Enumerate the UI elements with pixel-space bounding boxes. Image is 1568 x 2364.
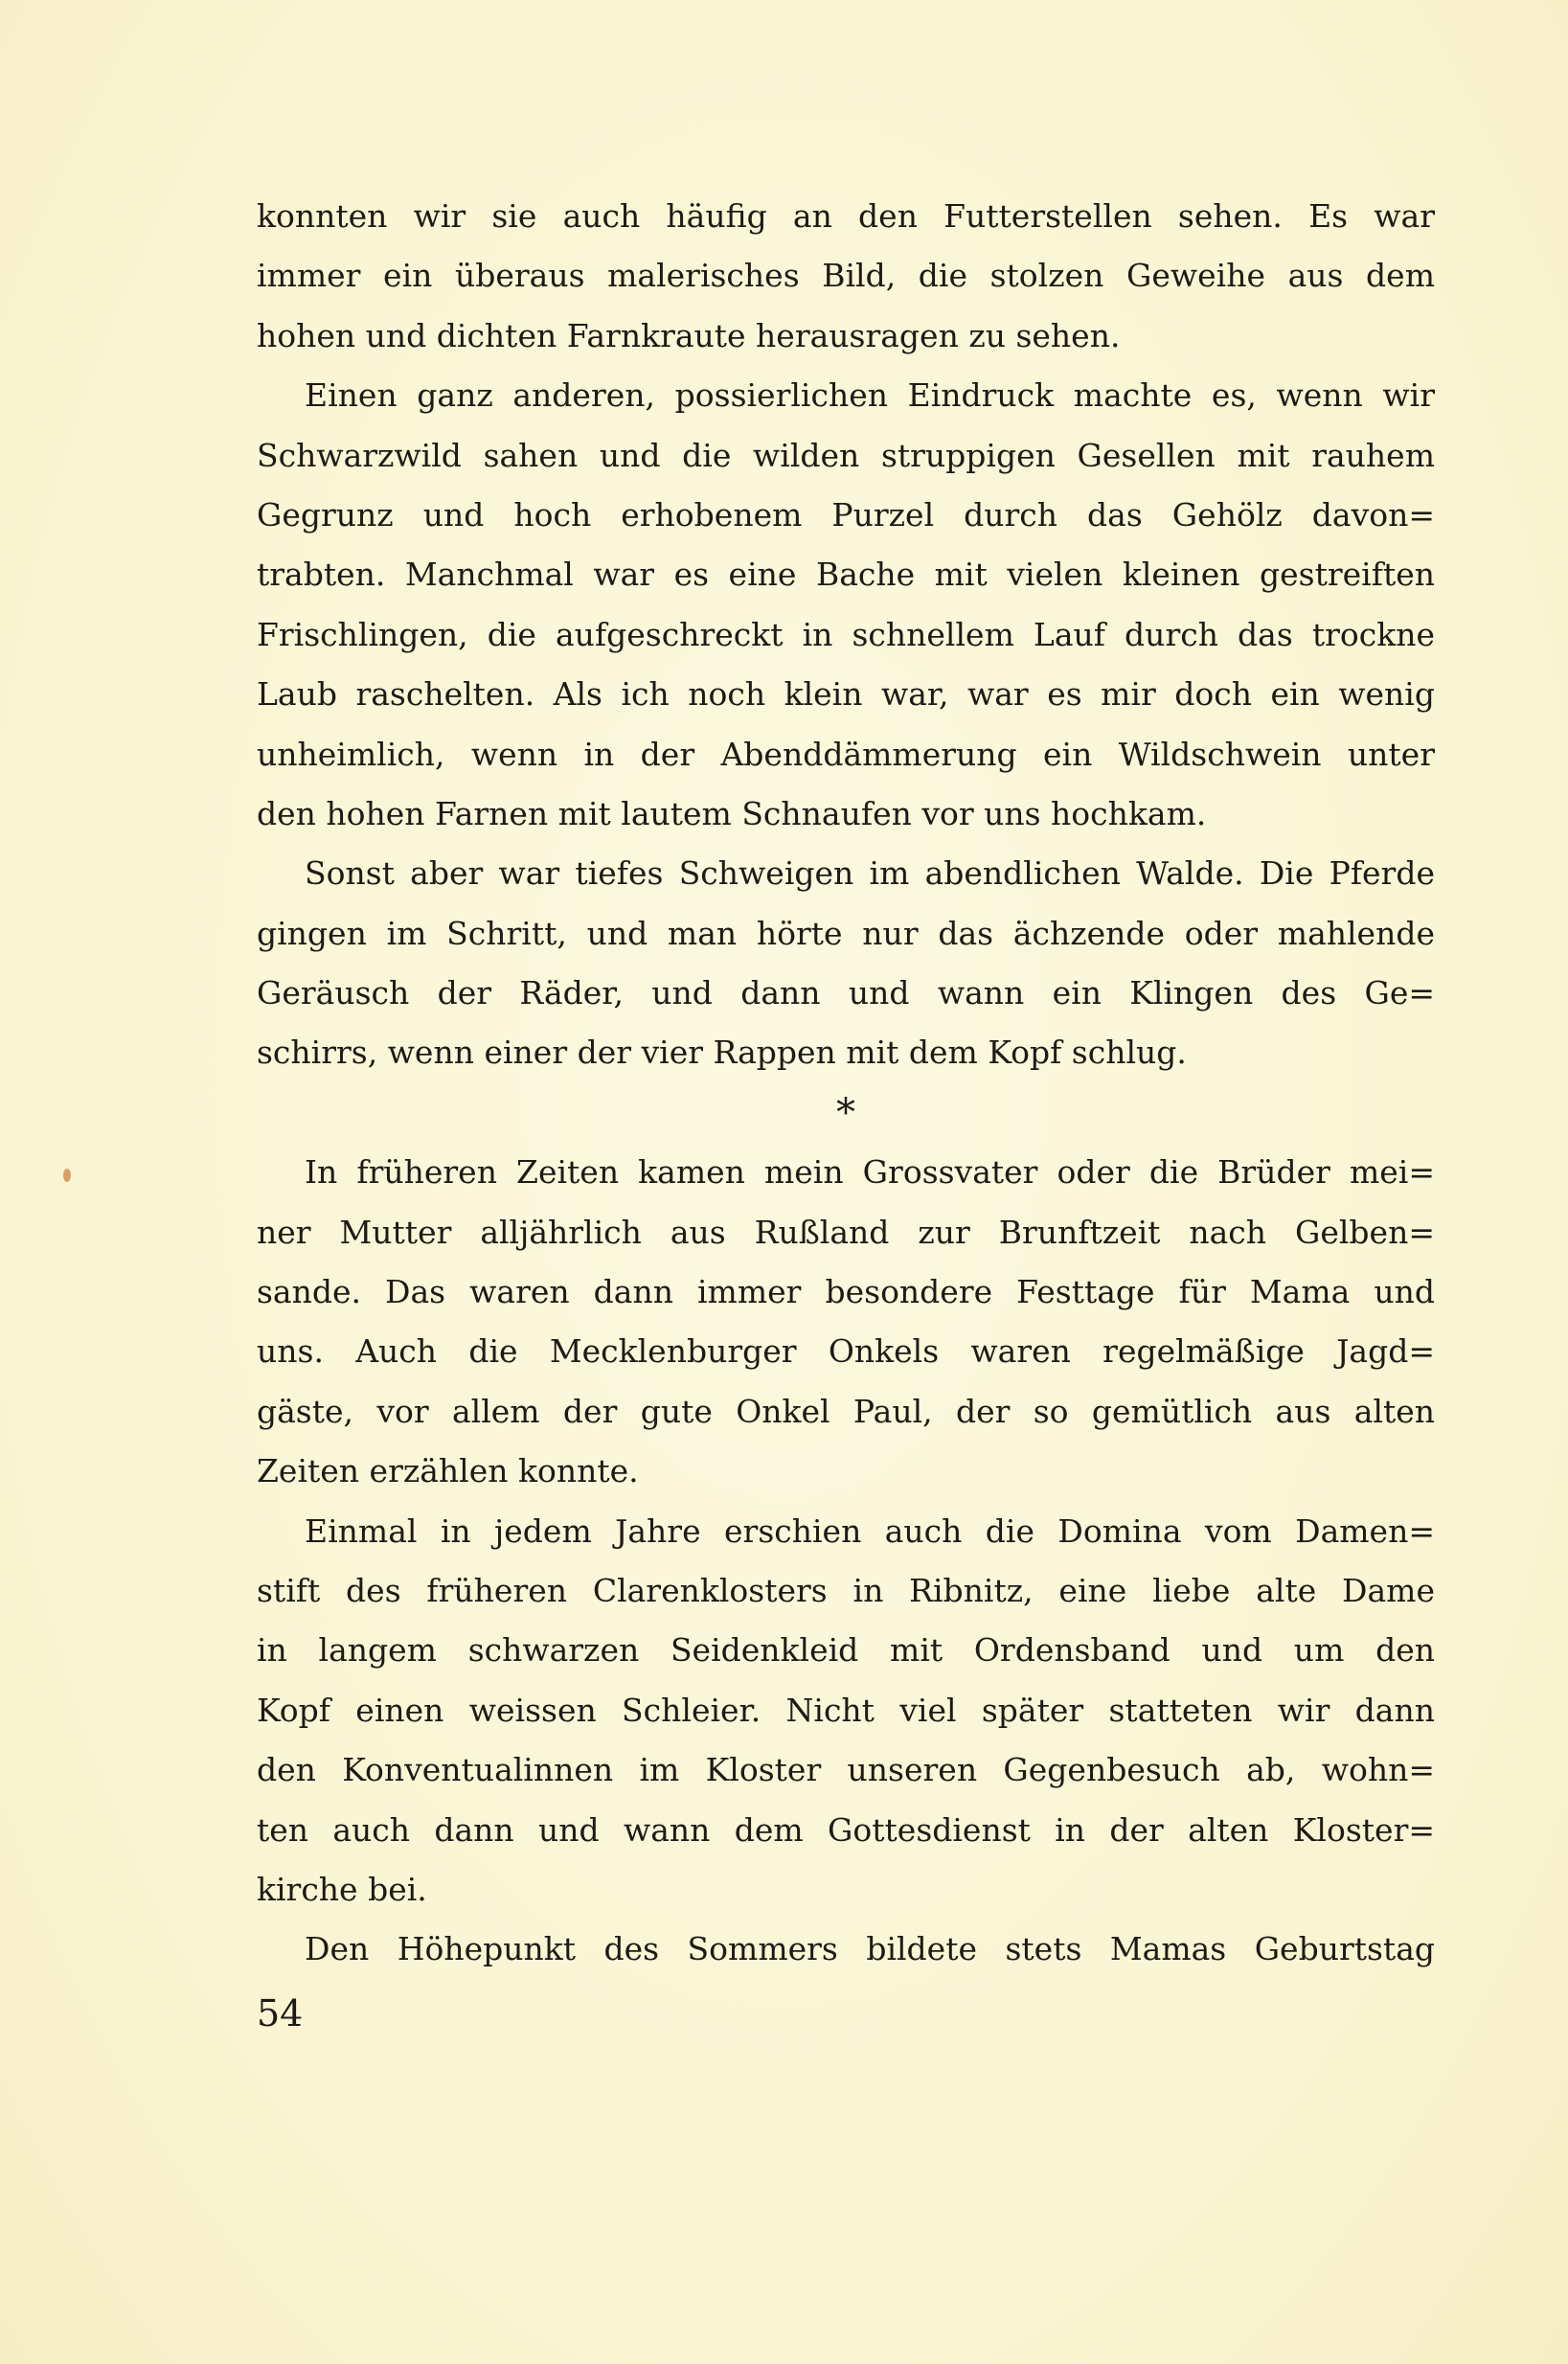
text-line: Schwarzwild sahen und die wilden struppigen Gesellen mit rauhem [257,436,1435,474]
text-line: ner Mutter alljährlich aus Rußland zur Brunftzeit nach Gelben= [257,1213,1435,1251]
text-line: Geräusch der Räder, und dann und wann ein Klingen des Ge= [257,974,1435,1012]
text-line: gingen im Schritt, und man hörte nur das ächzende oder mahlende [257,914,1435,952]
text-line: konnten wir sie auch häufig an den Futterstellen sehen. Es war [257,197,1435,235]
text-line: Einen ganz anderen, possierlichen Eindruck machte es, wenn wir [305,376,1435,415]
text-line: den Konventualinnen im Kloster unseren Gegenbesuch ab, wohn= [257,1751,1435,1789]
text-line: in langem schwarzen Seidenkleid mit Ordensband und um den [257,1631,1435,1670]
text-line: gäste, vor allem der gute Onkel Paul, der so gemütlich aus alten [257,1392,1435,1430]
text-line: den hohen Farnen mit lautem Schnaufen vor uns hochkam. [257,794,1207,832]
text-line: uns. Auch die Mecklenburger Onkels waren regelmäßige Jagd= [257,1332,1435,1371]
page-number: 54 [257,1992,304,2034]
text-line: Kopf einen weissen Schleier. Nicht viel später statteten wir dann [257,1691,1435,1729]
text-line: In früheren Zeiten kamen mein Grossvater oder die Brüder mei= [305,1153,1435,1192]
text-line: Den Höhepunkt des Sommers bildete stets Mamas Geburtstag [305,1930,1435,1968]
text-line: schirrs, wenn einer der vier Rappen mit dem Kopf schlug. [257,1034,1187,1072]
text-line: Gegrunz und hoch erhobenem Purzel durch das Gehölz davon= [257,495,1435,534]
text-line: kirche bei. [257,1870,427,1908]
body-text [257,187,1435,1980]
text-line: Einmal in jedem Jahre erschien auch die Domina vom Damen= [305,1512,1435,1550]
text-line: Frischlingen, die aufgeschreckt in schnellem Lauf durch das trockne [257,615,1435,653]
text-line: unheimlich, wenn in der Abenddämmerung ein Wildschwein unter [257,735,1435,773]
section-separator: * [836,1090,855,1135]
text-line: Laub raschelten. Als ich noch klein war, war es mir doch ein wenig [257,675,1435,714]
paper-stain [63,1169,71,1182]
text-line: ten auch dann und wann dem Gottesdienst in der alten Kloster= [257,1810,1435,1849]
text-line: hohen und dichten Farnkraute herausragen zu sehen. [257,316,1121,354]
text-line: trabten. Manchmal war es eine Bache mit vielen kleinen gestreiften [257,556,1435,594]
text-line: Zeiten erzählen konnte. [257,1452,639,1490]
text-line: immer ein überaus malerisches Bild, die stolzen Geweihe aus dem [257,257,1435,295]
text-line: stift des früheren Clarenklosters in Ribnitz, eine liebe alte Dame [257,1571,1435,1609]
text-line: Sonst aber war tiefes Schweigen im abendlichen Walde. Die Pferde [305,854,1435,893]
text-line: sande. Das waren dann immer besondere Festtage für Mama und [257,1273,1435,1311]
